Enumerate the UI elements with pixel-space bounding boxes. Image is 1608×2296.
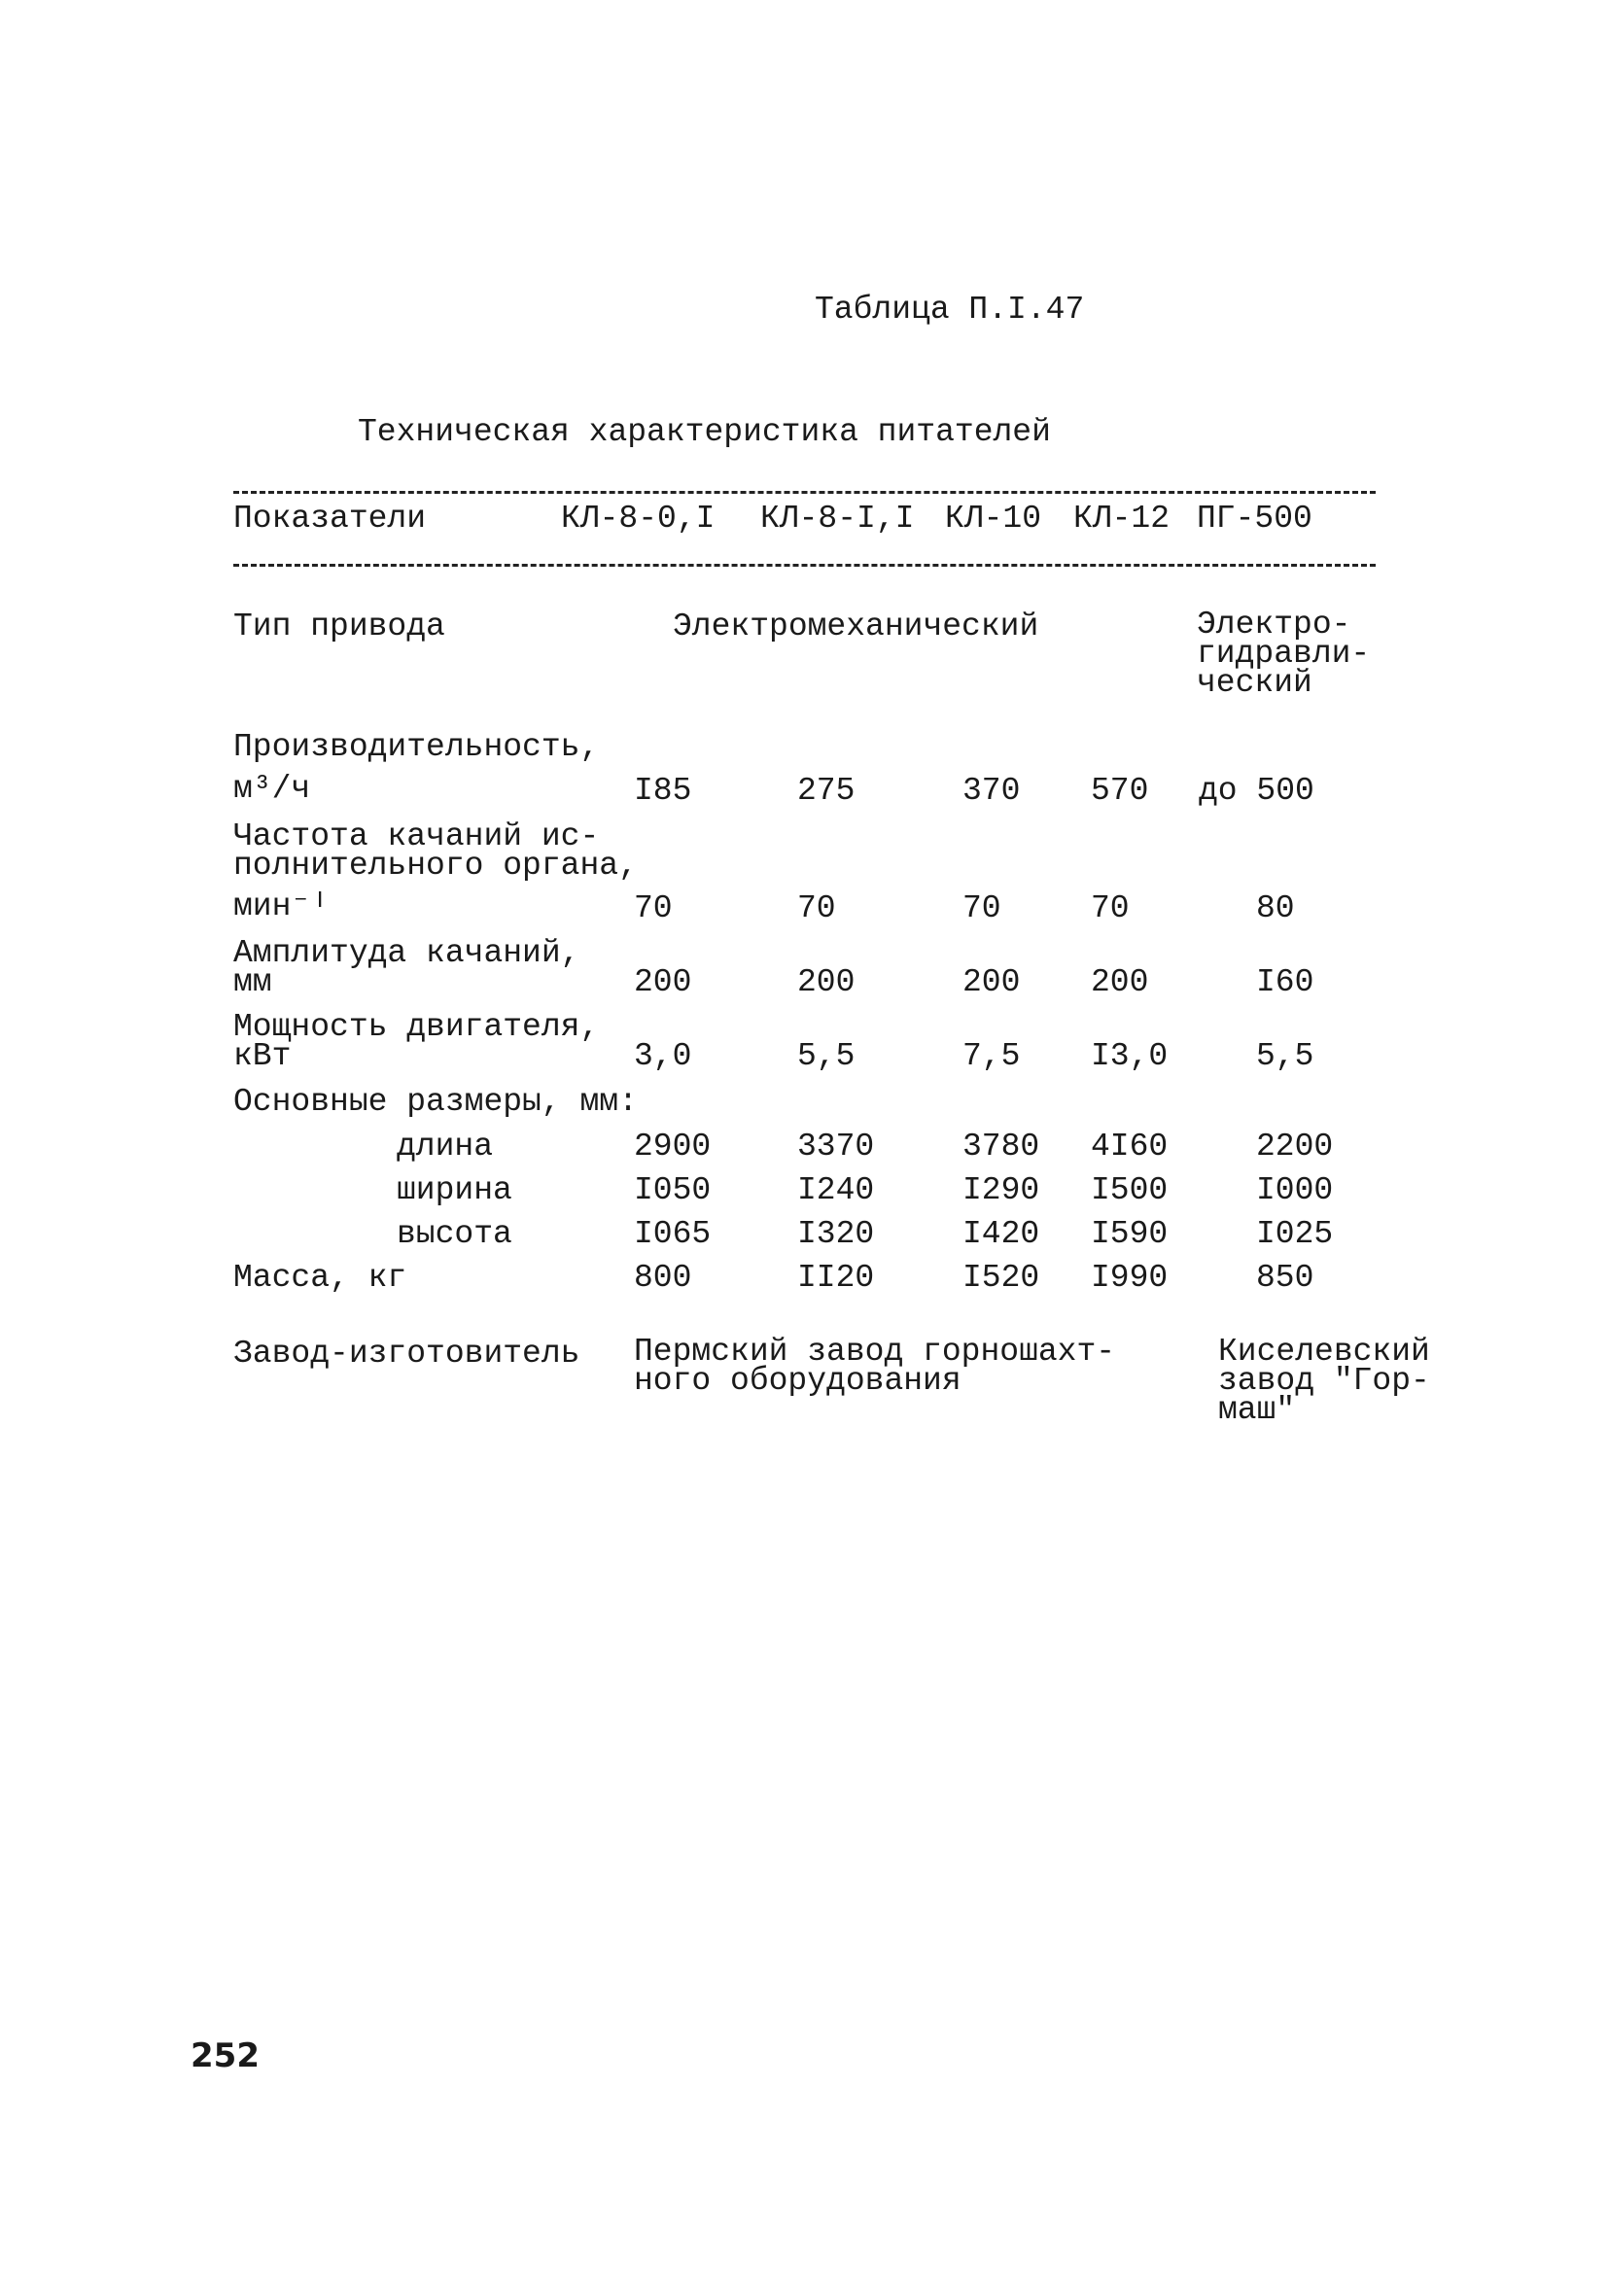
height-label: высота [397,1216,512,1252]
manufacturer-perm: Пермский завод горношахт- ного оборудования [634,1334,1116,1399]
mass-col-4: I990 [1091,1260,1169,1296]
mass-col-2: II20 [797,1260,875,1296]
height-col-4: I590 [1091,1216,1169,1252]
productivity-col-5: до 500 [1199,773,1314,809]
header-col-5: ПГ-500 [1197,501,1312,537]
productivity-col-2: 275 [797,773,856,809]
frequency-col-1: 70 [634,890,673,926]
table-title: Техническая характеристика питателей [358,414,1051,450]
amplitude-col-1: 200 [634,964,692,1000]
top-rule [233,491,1376,494]
frequency-col-5: 80 [1256,890,1295,926]
length-col-1: 2900 [634,1129,712,1165]
power-col-4: I3,0 [1091,1038,1169,1074]
width-col-5: I000 [1256,1172,1334,1208]
page-number: 252 [191,2036,260,2075]
productivity-col-4: 570 [1091,773,1149,809]
power-label: Мощность двигателя, кВт [233,1009,600,1074]
height-col-2: I320 [797,1216,875,1252]
header-rule [233,564,1376,567]
drive-value-electromech: Электромеханический [673,609,1039,644]
header-col-4: КЛ-12 [1073,501,1171,537]
header-indicator: Показатели [233,501,427,537]
power-col-1: 3,0 [634,1038,692,1074]
frequency-label-unit: мин⁻ᴵ [233,888,331,924]
mass-col-3: I520 [962,1260,1040,1296]
width-col-1: I050 [634,1172,712,1208]
mass-label: Масса, кг [233,1260,407,1296]
header-col-1: КЛ-8-0,I [561,501,716,537]
amplitude-col-5: I60 [1256,964,1314,1000]
frequency-col-3: 70 [962,890,1001,926]
power-col-3: 7,5 [962,1038,1021,1074]
length-col-5: 2200 [1256,1129,1334,1165]
amplitude-col-3: 200 [962,964,1021,1000]
length-col-2: 3370 [797,1129,875,1165]
length-col-3: 3780 [962,1129,1040,1165]
manufacturer-label: Завод-изготовитель [233,1336,580,1372]
productivity-col-3: 370 [962,773,1021,809]
mass-col-5: 850 [1256,1260,1314,1296]
width-col-4: I500 [1091,1172,1169,1208]
mass-col-1: 800 [634,1260,692,1296]
power-col-5: 5,5 [1256,1038,1314,1074]
productivity-col-1: I85 [634,773,692,809]
productivity-label-1: Производительность, [233,729,600,765]
amplitude-col-2: 200 [797,964,856,1000]
height-col-1: I065 [634,1216,712,1252]
power-col-2: 5,5 [797,1038,856,1074]
amplitude-label: Амплитуда качаний, мм [233,935,580,1000]
table-label: Таблица П.I.47 [815,292,1085,328]
length-col-4: 4I60 [1091,1129,1169,1165]
height-col-3: I420 [962,1216,1040,1252]
length-label: длина [397,1129,494,1165]
frequency-label: Частота качаний ис- полнительного органа, [233,818,638,884]
dimensions-label: Основные размеры, мм: [233,1084,638,1120]
manufacturer-kiselevsk: Киселевский завод "Гор- маш" [1218,1334,1430,1428]
productivity-label-2: м³/ч [233,771,311,807]
width-col-2: I240 [797,1172,875,1208]
header-col-3: КЛ-10 [945,501,1042,537]
drive-value-electrohydraulic: Электро- гидравли- ческий [1197,607,1371,701]
width-label: ширина [397,1172,512,1208]
frequency-col-2: 70 [797,890,836,926]
width-col-3: I290 [962,1172,1040,1208]
drive-label: Тип привода [233,609,445,644]
header-col-2: КЛ-8-I,I [760,501,915,537]
height-col-5: I025 [1256,1216,1334,1252]
amplitude-col-4: 200 [1091,964,1149,1000]
frequency-col-4: 70 [1091,890,1130,926]
